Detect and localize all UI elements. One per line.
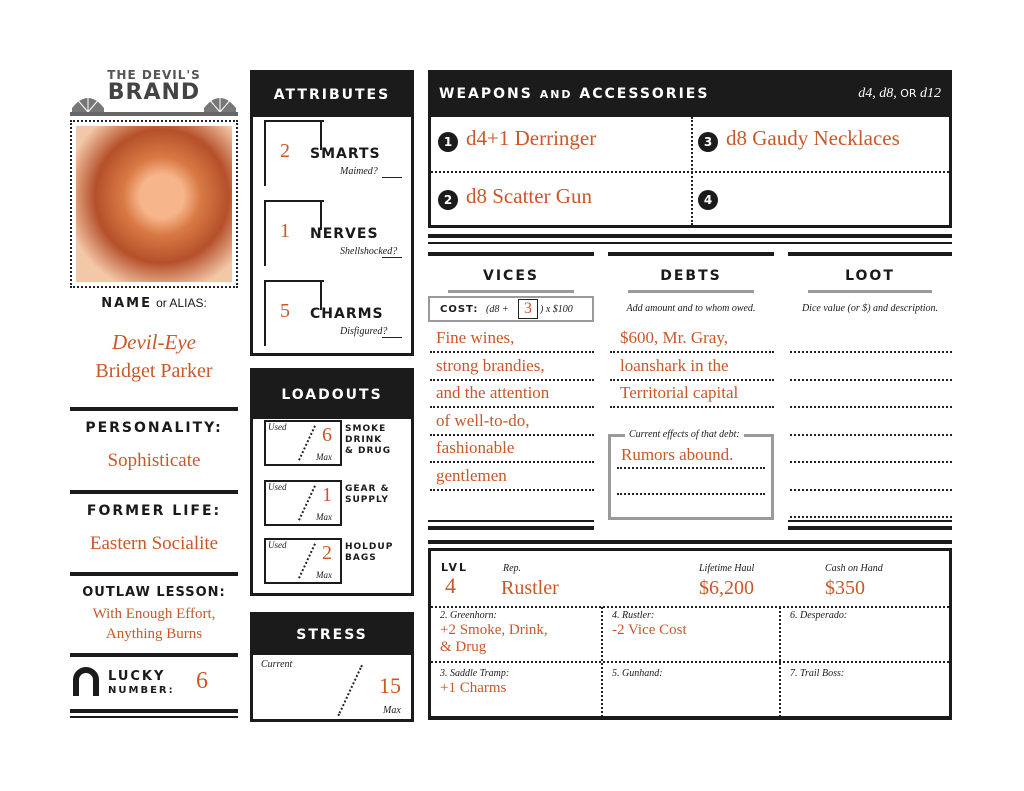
divider [428,252,594,256]
divider [808,290,932,293]
horseshoe-icon [70,666,102,698]
weapons-title-1: WEAPONS [439,86,533,102]
debt-effects-value[interactable]: Rumors abound. [621,445,734,464]
personality-label: PERSONALITY: [85,420,223,436]
debts-subtitle: Add amount and to whom owed. [626,303,756,314]
loadout-label: SMOKE [345,424,387,434]
dotted-line [430,434,594,436]
stress-current-label: Current [261,659,293,670]
loadouts-title: LOADOUTS [253,371,411,419]
dotted-line [610,406,774,408]
debts-title: DEBTS [660,268,722,284]
weapon-slot-value[interactable]: d8 Gaudy Necklaces [726,126,900,150]
personality-value[interactable]: Sophisticate [107,450,201,471]
dice-d12: d12 [920,86,941,101]
loadout-used-label: Used [268,540,287,550]
attribute-note: Maimed? [340,166,378,177]
dotted-line [610,351,774,353]
divider [70,490,238,494]
divider [428,526,594,530]
outlaw-lesson-label: OUTLAW LESSON: [82,585,226,600]
loadout-label: DRINK [345,435,383,445]
vices-title: VICES [483,268,539,284]
loadout-max-value[interactable]: 2 [322,542,332,564]
rank-label: 6. Desperado: [790,610,848,621]
attribute-value[interactable]: 2 [280,140,290,162]
loadout-used-label: Used [268,422,287,432]
stress-panel [250,612,414,722]
vice-line-text[interactable]: gentlemen [436,465,507,485]
stress-max-value[interactable]: 15 [379,673,401,698]
attribute-label: CHARMS [310,306,384,322]
rank-label: 7. Trail Boss: [790,668,845,679]
loadout-max-label: Max [316,570,332,580]
rank-label: 4. Rustler: [612,610,655,621]
loadout-max-label: Max [316,452,332,462]
divider [788,252,952,256]
vice-line-text[interactable]: strong brandies, [436,355,545,375]
loadout-label: BAGS [345,553,377,563]
weapons-title-and: AND [539,88,573,101]
lucky-label-1: LUCKY [108,669,166,684]
debt-line-text[interactable]: $600, Mr. Gray, [620,328,728,347]
divider [70,653,238,657]
cash-value[interactable]: $350 [825,577,865,599]
debt-line-text[interactable]: Territorial capital [620,383,739,402]
vice-line-text[interactable]: fashionable [436,438,515,457]
cash-label: Cash on Hand [825,563,883,574]
weapons-horizontal-divider [431,171,949,173]
logo-text-top: THE DEVIL'S [107,68,201,82]
debt-effects-label: Current effects of that debt: [625,429,744,440]
weapon-slot-value[interactable]: d4+1 Derringer [466,126,597,150]
name-label-text: NAME [101,296,152,311]
dotted-line [790,489,952,491]
former-life-value[interactable]: Eastern Socialite [89,533,219,554]
weapons-title-2: ACCESSORIES [579,86,710,102]
attribute-note-line [382,257,402,258]
dotted-line [790,406,952,408]
dotted-line [790,434,952,436]
dice-or: OR [900,87,917,100]
rank-value[interactable]: -2 Vice Cost [612,622,687,638]
dotted-line [430,489,594,491]
alias-value[interactable]: Devil-Eye [112,330,196,354]
dotted-line [790,379,952,381]
attribute-label: SMARTS [310,146,381,162]
lvl-label: LVL [441,561,469,574]
outlaw-lesson-line-1[interactable]: With Enough Effort, [92,606,216,622]
rank-value[interactable]: & Drug [440,639,487,655]
dotted-line [430,379,594,381]
divider [628,290,754,293]
name-value[interactable]: Bridget Parker [95,360,213,382]
cost-post: ) x $100 [540,304,573,315]
divider [70,572,238,576]
lvl-value[interactable]: 4 [445,573,456,598]
attribute-label: NERVES [310,226,379,242]
dotted-line [617,493,765,495]
vice-line-text[interactable]: and the attention [436,383,550,402]
loadout-used-label: Used [268,482,287,492]
divider [448,290,574,293]
lucky-number[interactable]: 6 [196,668,208,694]
loadout-max-value[interactable]: 6 [322,424,332,446]
weapons-title [439,86,709,102]
dotted-line [430,461,594,463]
rank-value[interactable]: +2 Smoke, Drink, [440,622,548,638]
rank-label: 2. Greenhorn: [440,610,497,621]
rank-divider [601,607,603,717]
outlaw-lesson-line-2[interactable]: Anything Burns [105,626,203,642]
loot-subtitle: Dice value (or $) and description. [801,303,939,314]
divider [428,242,952,244]
name-label [70,296,238,311]
loadout-label: HOLDUP [345,542,394,552]
weapon-slot-number: 1 [438,132,458,152]
divider [608,252,774,256]
loadout-label: & DRUG [345,446,392,456]
cost-value[interactable]: 3 [518,299,538,319]
divider [70,709,238,713]
portrait-image [76,126,232,282]
rep-value[interactable]: Rustler [501,577,559,599]
attribute-value[interactable]: 5 [280,300,290,322]
dotted-line [610,379,774,381]
dotted-line [617,467,765,469]
dotted-line [430,406,594,408]
loadout-max-label: Max [316,512,332,522]
vices-cost-box [428,296,594,322]
dotted-line [431,661,949,663]
attribute-note-line [382,177,402,178]
divider [788,526,952,530]
weapon-slot-number: 2 [438,190,458,210]
divider [70,716,238,718]
weapon-slot-number: 3 [698,132,718,152]
dotted-line [790,516,952,518]
dotted-line [430,351,594,353]
dotted-line [790,351,952,353]
weapon-slot-value[interactable]: d8 Scatter Gun [466,184,592,208]
stress-max-label: Max [383,705,401,716]
logo-text-bottom: BRAND [107,80,201,105]
weapons-header [431,73,949,117]
loadout-max-value[interactable]: 1 [322,484,332,506]
brand-logo [70,68,238,116]
divider [428,716,952,718]
attribute-note-line [382,337,402,338]
rank-label: 3. Saddle Tramp: [440,668,510,679]
attributes-title: ATTRIBUTES [253,73,411,117]
debt-effects-box [608,429,774,520]
rank-label: 5. Gunhand: [612,668,663,679]
lucky-label-2: NUMBER: [108,685,175,696]
cost-label: COST: [440,304,479,315]
loot-title: LOOT [845,268,895,284]
haul-label: Lifetime Haul [699,563,755,574]
divider [428,520,594,522]
divider [428,540,952,544]
haul-value[interactable]: $6,200 [699,577,754,599]
loadout-label: SUPPLY [345,495,389,505]
attribute-value[interactable]: 1 [280,220,290,242]
debt-line-text[interactable]: loanshark in the [620,355,729,375]
rank-divider [779,607,781,717]
vice-line-text[interactable]: Fine wines, [436,328,515,347]
former-life-label: FORMER LIFE: [86,503,222,519]
attribute-note: Shellshocked? [340,246,398,257]
dotted-line [431,606,949,608]
attribute-note: Disfigured? [340,326,388,337]
stress-title: STRESS [253,615,411,655]
vice-line-text[interactable]: of well-to-do, [436,410,530,430]
dice-values: d4, d8, [858,86,897,101]
portrait-frame [70,120,238,288]
rank-value[interactable]: +1 Charms [440,680,507,696]
loadout-label: GEAR & [345,484,390,494]
divider [70,407,238,411]
divider [788,520,952,522]
rep-label: Rep. [503,563,522,574]
cost-pre: (d8 + [486,304,509,315]
weapon-slot-number: 4 [698,190,718,210]
dotted-line [790,461,952,463]
name-or-text: or ALIAS: [156,296,207,310]
weapons-dice [858,86,941,102]
divider [428,234,952,238]
stress-divider-slash [337,665,364,717]
